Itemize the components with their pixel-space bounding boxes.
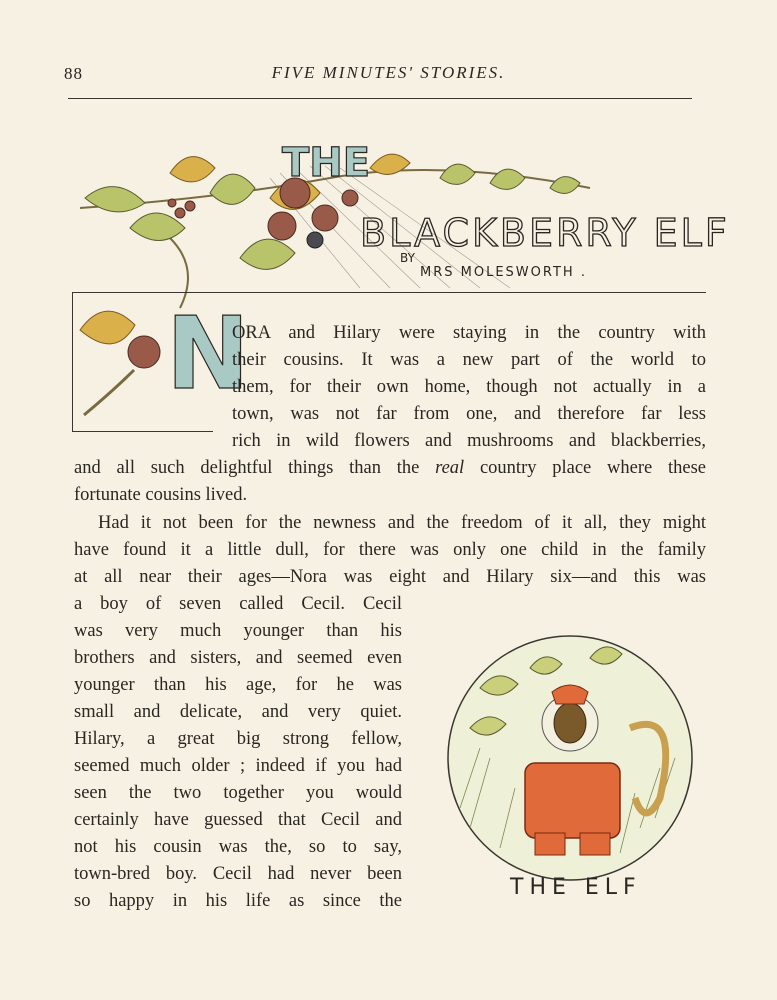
illustration-caption: THE ELF [510,875,642,900]
story-line: not his cousin was the, so to say, [74,837,402,857]
story-line: so happy in his life as since the [74,891,402,911]
drop-cap-illustration [74,270,250,428]
story-line: seemed much older ; indeed if you had [74,756,402,776]
story-line: ORA and Hilary were staying in the country with [232,323,706,343]
story-line: their cousins. It was a new part of the world to [232,350,706,370]
story-line [74,455,706,482]
byline-author: MRS MOLESWORTH . [420,265,587,280]
title-underline [212,292,706,293]
story-line-start: and all such delightful things than the [74,458,436,478]
story-line: fortunate cousins lived. [74,485,248,505]
title-word-the: THE [282,140,371,186]
story-line: Hilary, a great big strong fellow, [74,729,402,749]
drop-cap-letter: N [166,295,250,412]
emphasis-real: real [435,458,465,478]
byline-by: BY [400,251,415,265]
story-line: town, was not far from one, and therefore far less [232,404,706,424]
story-line: seen the two together you would [74,783,402,803]
story-line: have found it a little dull, for there was only one child in the family [74,540,706,560]
running-title: FIVE MINUTES' STORIES. [271,63,506,82]
elf-illustration [440,628,702,898]
story-line: was very much younger than his [74,621,402,641]
story-line: certainly have guessed that Cecil and [74,810,402,830]
page-number: 88 [64,64,83,83]
story-line: Had it not been for the newness and the freedom of it all, they might [98,513,706,533]
title-word-blackberry-elf: BLACKBERRY ELF [360,211,730,255]
story-line: younger than his age, for he was [74,675,402,695]
story-line: at all near their ages—Nora was eight and Hilary six—and this was [74,567,706,587]
story-line: a boy of seven called Cecil. Cecil [74,594,402,614]
header-rule [68,98,692,99]
story-line: rich in wild flowers and mushrooms and blackberries, [232,431,706,451]
story-line: them, for their own home, though not actually in a [232,377,706,397]
story-line: town-bred boy. Cecil had never been [74,864,402,884]
story-line: small and delicate, and very quiet. [74,702,402,722]
story-line: brothers and sisters, and seemed even [74,648,402,668]
story-line-end: country place where these [464,458,706,478]
